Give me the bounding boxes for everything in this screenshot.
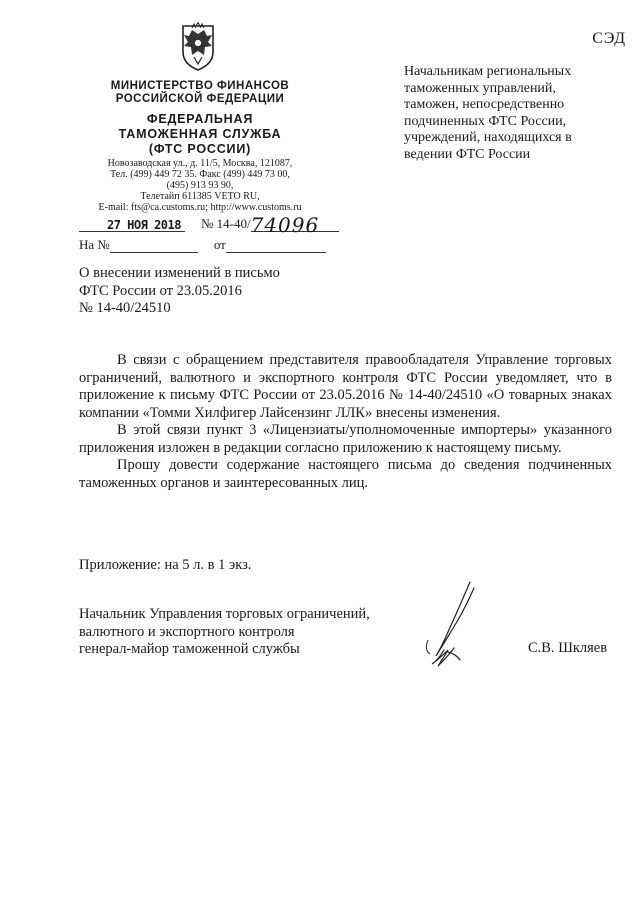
letter-body xyxy=(79,352,612,492)
body-paragraph: В связи с обращением представителя правообладателя Управление торговых ограничений, валютного и экспортного контроля ФТС России уведомляет, что в приложение к письму ФТС России от 23.05.2016 № 14-40/24510 «О товарных знаках компании «Томми Хилфигер Лайсензинг ЛЛК» внесены изменения. xyxy=(79,352,612,421)
reference-line xyxy=(79,237,326,253)
reference-from-label: от xyxy=(213,237,226,252)
attachment-note: Приложение: на 5 л. в 1 экз. xyxy=(79,557,252,573)
signer-name: С.В. Шкляев xyxy=(528,640,608,656)
body-paragraph: Прошу довести содержание настоящего письма до сведения подчиненных таможенных органов и заинтересованных лиц. xyxy=(79,457,612,491)
letter-subject: О внесении изменений в письмо ФТС России от 23.05.2016 № 14-40/24510 xyxy=(79,265,280,316)
registration-number-handwritten: 74096 xyxy=(250,213,320,237)
ministry-name: МИНИСТЕРСТВО ФИНАНСОВ РОССИЙСКОЙ ФЕДЕРАЦИИ xyxy=(110,80,290,105)
reference-label: На № xyxy=(79,237,110,252)
handwritten-signature xyxy=(418,580,498,670)
registration-date: 27 НОЯ 2018 xyxy=(107,218,181,232)
sed-mark: СЭД xyxy=(592,30,626,47)
registration-line xyxy=(79,213,339,237)
body-paragraph: В этой связи пункт 3 «Лицензиаты/уполномоченные импортеры» указанного приложения изложен в редакции согласно приложению к настоящему письму. xyxy=(79,422,612,456)
sender-address: Новозаводская ул., д. 11/5, Москва, 121087, Тел. (499) 449 72 35. Факс (499) 449 73 00, (495) 913 93 90, Телетайп 611385 VETO RU, E-mail: fts@ca.customs.ru; http://www.customs.ru xyxy=(98,158,302,213)
coat-of-arms-icon xyxy=(174,22,222,72)
customs-service-name: ФЕДЕРАЛЬНАЯ ТАМОЖЕННАЯ СЛУЖБА (ФТС РОССИИ) xyxy=(118,112,282,156)
registration-number-prefix: № 14-40/ xyxy=(201,216,251,231)
signer-position: Начальник Управления торговых ограничений, валютного и экспортного контроля генерал-майор таможенной службы xyxy=(79,606,370,657)
recipient-block: Начальникам региональных таможенных управлений, таможен, непосредственно подчиненных ФТС России, учреждений, находящихся в ведении ФТС России xyxy=(404,64,572,162)
